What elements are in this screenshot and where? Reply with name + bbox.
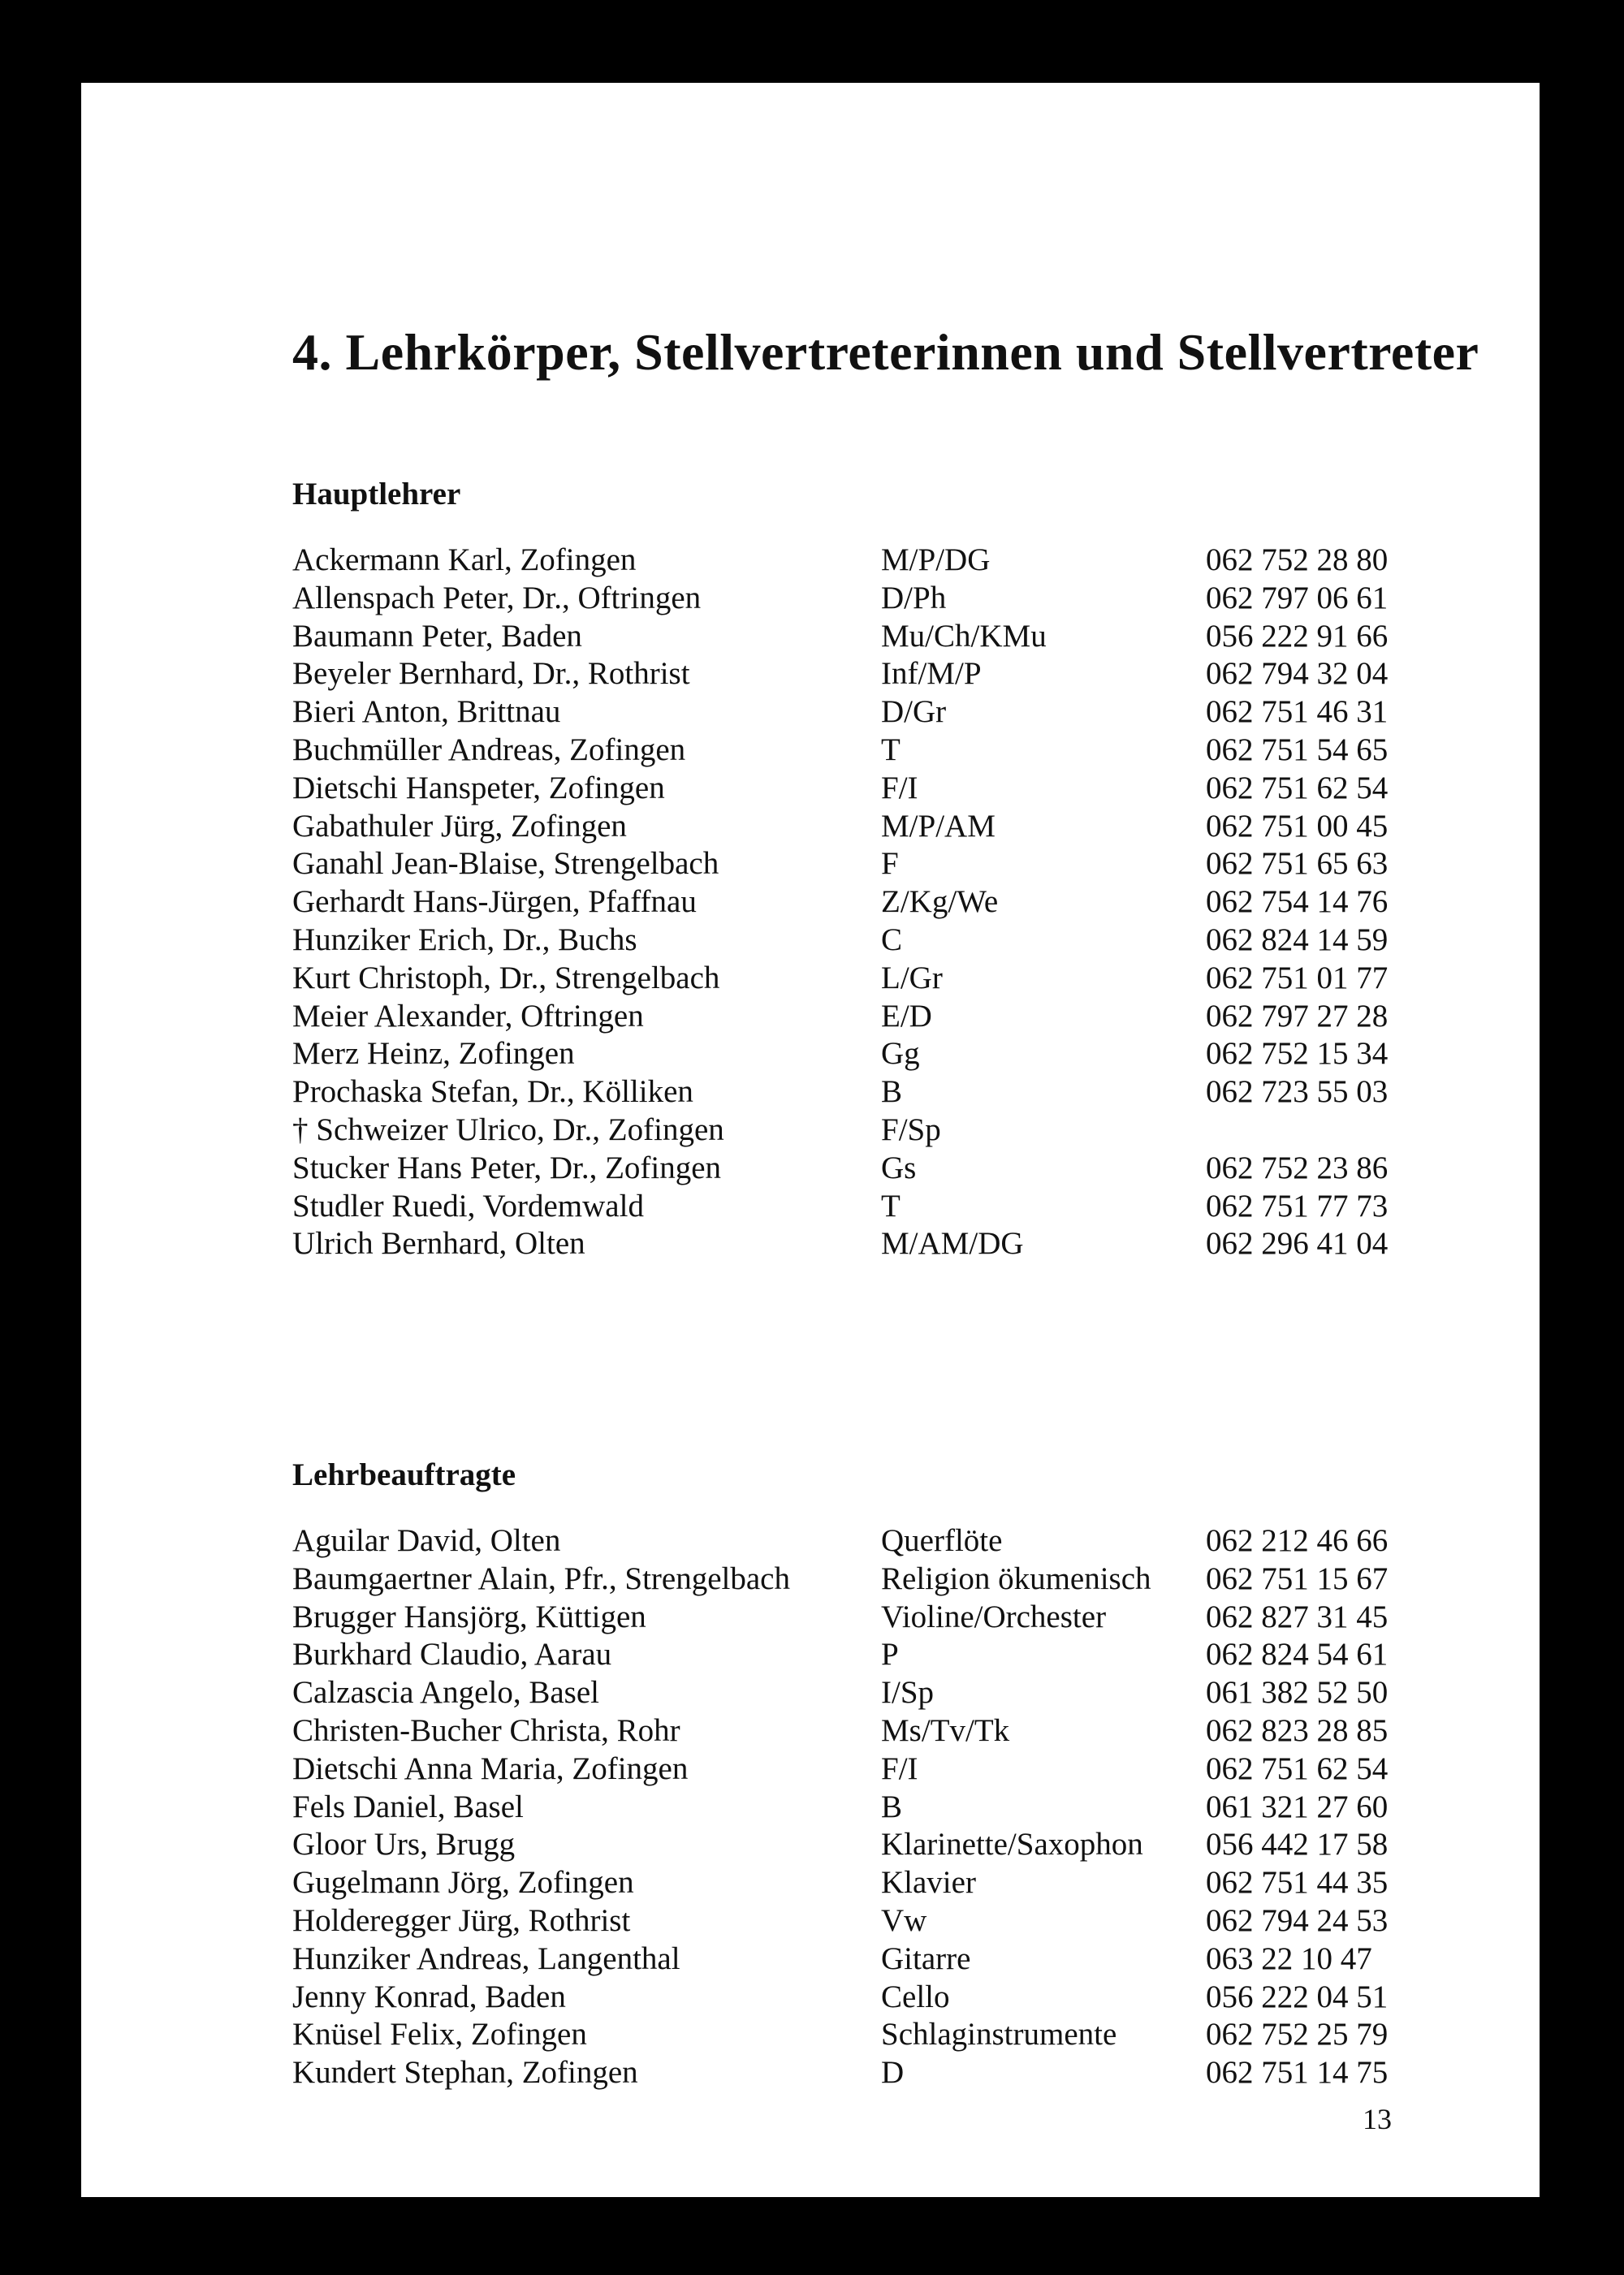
- page-title: 4. Lehrkörper, Stellvertreterinnen und Stellvertreter: [292, 323, 1479, 381]
- list-row: [292, 1522, 1486, 1561]
- list-row: [292, 960, 1486, 998]
- list-row: [292, 1979, 1486, 2017]
- subject: C: [881, 922, 903, 957]
- phone-number: 062 794 24 53: [1206, 1902, 1389, 1938]
- subject: F/I: [881, 770, 918, 805]
- list-row: [292, 998, 1486, 1036]
- subject: Z/Kg/We: [881, 884, 999, 920]
- section-heading-lehrbeauftragte: Lehrbeauftragte: [292, 1457, 516, 1492]
- person-name: Ulrich Bernhard, Olten: [292, 1226, 585, 1262]
- subject: M/P/DG: [881, 542, 991, 577]
- subject: L/Gr: [881, 960, 943, 995]
- subject: T: [881, 732, 901, 767]
- phone-number: 061 321 27 60: [1206, 1789, 1389, 1824]
- subject: Gs: [881, 1150, 917, 1185]
- phone-number: 062 752 23 86: [1206, 1150, 1389, 1185]
- phone-number: 062 797 27 28: [1206, 998, 1389, 1034]
- person-name: Holderegger Jürg, Rothrist: [292, 1902, 631, 1938]
- phone-number: 062 212 46 66: [1206, 1523, 1389, 1558]
- person-name: Buchmüller Andreas, Zofingen: [292, 732, 686, 767]
- subject: Schlaginstrumente: [881, 2017, 1117, 2053]
- person-name: Studler Ruedi, Vordemwald: [292, 1188, 644, 1224]
- phone-number: 062 723 55 03: [1206, 1074, 1389, 1110]
- person-name: Dietschi Anna Maria, Zofingen: [292, 1750, 689, 1786]
- subject: Cello: [881, 1979, 950, 2014]
- person-name: Calzascia Angelo, Basel: [292, 1675, 599, 1711]
- list-row: [292, 883, 1486, 922]
- list-row: [292, 1940, 1486, 1979]
- subject: Religion ökumenisch: [881, 1561, 1151, 1596]
- phone-number: 062 824 54 61: [1206, 1637, 1389, 1673]
- person-name: Fels Daniel, Basel: [292, 1789, 524, 1824]
- person-name: Kurt Christoph, Dr., Strengelbach: [292, 960, 720, 995]
- person-name: Aguilar David, Olten: [292, 1523, 561, 1558]
- list-row: [292, 1864, 1486, 1902]
- list-row: [292, 2016, 1486, 2054]
- phone-number: 062 751 44 35: [1206, 1865, 1389, 1901]
- phone-number: 062 752 25 79: [1206, 2017, 1389, 2053]
- person-name: Gerhardt Hans-Jürgen, Pfaffnau: [292, 884, 697, 920]
- subject: Inf/M/P: [881, 656, 982, 692]
- person-name: Knüsel Felix, Zofingen: [292, 2017, 587, 2053]
- phone-number: 062 751 46 31: [1206, 694, 1389, 730]
- person-name: Baumgaertner Alain, Pfr., Strengelbach: [292, 1561, 790, 1596]
- page-number: 13: [1363, 2103, 1392, 2135]
- list-row: [292, 770, 1486, 808]
- subject: Klavier: [881, 1865, 976, 1901]
- phone-number: 056 222 04 51: [1206, 1979, 1389, 2014]
- person-name: Christen-Bucher Christa, Rohr: [292, 1712, 680, 1748]
- list-row: [292, 1902, 1486, 1940]
- phone-number: 062 794 32 04: [1206, 656, 1389, 692]
- person-name: Burkhard Claudio, Aarau: [292, 1637, 612, 1673]
- person-name: Beyeler Bernhard, Dr., Rothrist: [292, 656, 690, 692]
- list-row: [292, 1712, 1486, 1750]
- phone-number: 062 824 14 59: [1206, 922, 1389, 957]
- list-row: [292, 1225, 1486, 1263]
- list-row: [292, 808, 1486, 846]
- phone-number: 062 751 14 75: [1206, 2055, 1389, 2091]
- person-name: Kundert Stephan, Zofingen: [292, 2055, 638, 2091]
- subject: D: [881, 2055, 905, 2091]
- list-row: [292, 1073, 1486, 1112]
- subject: B: [881, 1789, 903, 1824]
- person-name: † Schweizer Ulrico, Dr., Zofingen: [292, 1112, 724, 1147]
- list-row: [292, 1188, 1486, 1226]
- list-row: [292, 542, 1486, 580]
- subject: B: [881, 1074, 903, 1110]
- list-row: [292, 1789, 1486, 1827]
- person-name: Jenny Konrad, Baden: [292, 1979, 566, 2014]
- phone-number: 062 752 28 80: [1206, 542, 1389, 577]
- subject: Mu/Ch/KMu: [881, 618, 1047, 654]
- phone-number: 062 296 41 04: [1206, 1226, 1389, 1262]
- person-name: Baumann Peter, Baden: [292, 618, 582, 654]
- phone-number: 062 751 62 54: [1206, 1750, 1389, 1786]
- person-name: Gugelmann Jörg, Zofingen: [292, 1865, 634, 1901]
- person-name: Stucker Hans Peter, Dr., Zofingen: [292, 1150, 722, 1185]
- subject: Vw: [881, 1902, 927, 1938]
- person-name: Ganahl Jean-Blaise, Strengelbach: [292, 846, 719, 882]
- person-name: Dietschi Hanspeter, Zofingen: [292, 770, 665, 805]
- subject: I/Sp: [881, 1675, 935, 1711]
- subject: P: [881, 1637, 899, 1673]
- subject: Gitarre: [881, 1940, 971, 1976]
- subject: Violine/Orchester: [881, 1599, 1107, 1634]
- person-name: Gabathuler Jürg, Zofingen: [292, 808, 627, 844]
- person-name: Meier Alexander, Oftringen: [292, 998, 644, 1034]
- list-row: [292, 1636, 1486, 1674]
- list-row: [292, 845, 1486, 883]
- subject: T: [881, 1188, 901, 1224]
- subject: D/Gr: [881, 694, 947, 730]
- list-row: [292, 2054, 1486, 2092]
- phone-number: 056 442 17 58: [1206, 1827, 1389, 1863]
- teacher-list-hauptlehrer: [292, 542, 1486, 1263]
- person-name: Brugger Hansjörg, Küttigen: [292, 1599, 646, 1634]
- list-row: [292, 1599, 1486, 1637]
- list-row: [292, 1674, 1486, 1712]
- section-heading-hauptlehrer: Hauptlehrer: [292, 477, 461, 512]
- list-row: [292, 922, 1486, 960]
- phone-number: 062 751 00 45: [1206, 808, 1389, 844]
- teacher-list-lehrbeauftragte: [292, 1522, 1486, 2092]
- list-row: [292, 1750, 1486, 1789]
- subject: F/I: [881, 1750, 918, 1786]
- list-row: [292, 732, 1486, 770]
- phone-number: 062 751 15 67: [1206, 1561, 1389, 1596]
- person-name: Ackermann Karl, Zofingen: [292, 542, 637, 577]
- subject: E/D: [881, 998, 932, 1034]
- phone-number: 056 222 91 66: [1206, 618, 1389, 654]
- list-row: [292, 1150, 1486, 1188]
- phone-number: 062 797 06 61: [1206, 580, 1389, 615]
- list-row: [292, 1561, 1486, 1599]
- subject: Gg: [881, 1036, 920, 1072]
- person-name: Hunziker Erich, Dr., Buchs: [292, 922, 637, 957]
- phone-number: 062 754 14 76: [1206, 884, 1389, 920]
- list-row: [292, 580, 1486, 618]
- phone-number: 063 22 10 47: [1206, 1940, 1372, 1976]
- subject: Klarinette/Saxophon: [881, 1827, 1143, 1863]
- document-page: [81, 83, 1540, 2197]
- phone-number: 061 382 52 50: [1206, 1675, 1389, 1711]
- phone-number: 062 751 62 54: [1206, 770, 1389, 805]
- subject: M/P/AM: [881, 808, 996, 844]
- list-row: [292, 693, 1486, 732]
- subject: M/AM/DG: [881, 1226, 1024, 1262]
- person-name: Allenspach Peter, Dr., Oftringen: [292, 580, 702, 615]
- phone-number: 062 751 77 73: [1206, 1188, 1389, 1224]
- person-name: Merz Heinz, Zofingen: [292, 1036, 575, 1072]
- list-row: [292, 1112, 1486, 1150]
- phone-number: 062 751 01 77: [1206, 960, 1389, 995]
- subject: D/Ph: [881, 580, 947, 615]
- subject: Querflöte: [881, 1523, 1003, 1558]
- list-row: [292, 1826, 1486, 1864]
- person-name: Gloor Urs, Brugg: [292, 1827, 516, 1863]
- phone-number: 062 751 65 63: [1206, 846, 1389, 882]
- subject: Ms/Tv/Tk: [881, 1712, 1010, 1748]
- phone-number: 062 827 31 45: [1206, 1599, 1389, 1634]
- list-row: [292, 618, 1486, 656]
- person-name: Hunziker Andreas, Langenthal: [292, 1940, 680, 1976]
- phone-number: 062 751 54 65: [1206, 732, 1389, 767]
- subject: F/Sp: [881, 1112, 941, 1147]
- phone-number: 062 752 15 34: [1206, 1036, 1389, 1072]
- subject: F: [881, 846, 899, 882]
- person-name: Bieri Anton, Brittnau: [292, 694, 561, 730]
- list-row: [292, 1035, 1486, 1073]
- person-name: Prochaska Stefan, Dr., Kölliken: [292, 1074, 693, 1110]
- phone-number: 062 823 28 85: [1206, 1712, 1389, 1748]
- list-row: [292, 655, 1486, 693]
